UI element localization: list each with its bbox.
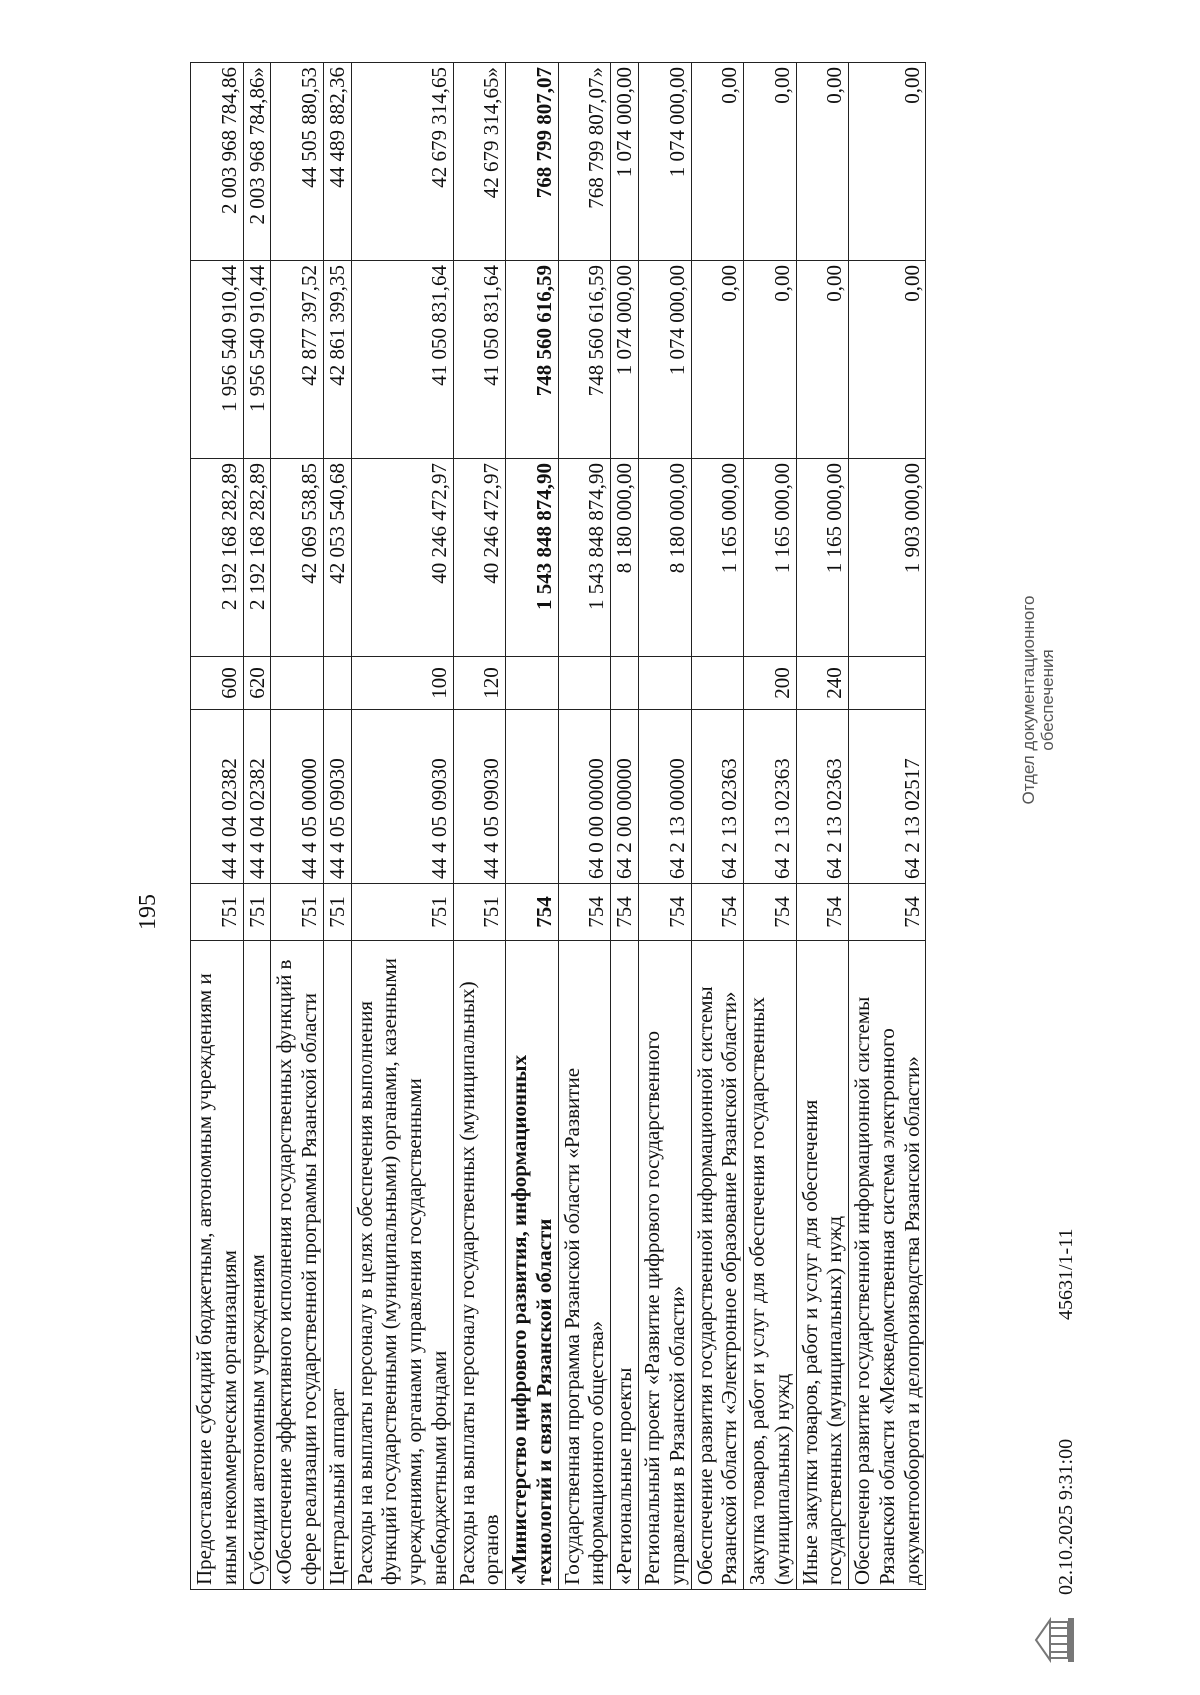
stamp-line-2: обеспечения	[1037, 649, 1057, 751]
table-row	[639, 63, 692, 1590]
row-grbs: 754	[506, 884, 559, 941]
row-target-article: 44 4 05 00000	[271, 710, 324, 884]
row-sum-year-3: 2 003 968 784,86»	[243, 63, 271, 261]
row-sum-year-2: 0,00	[849, 261, 926, 459]
row-target-article: 64 2 13 00000	[639, 710, 692, 884]
row-sum-year-3: 768 799 807,07	[506, 63, 559, 261]
stamp-line-1: Отдел документационного	[1019, 595, 1038, 805]
row-expense-type	[323, 657, 351, 710]
row-sum-year-2: 0,00	[744, 261, 797, 459]
row-sum-year-3: 42 679 314,65»	[453, 63, 506, 261]
row-sum-year-1: 2 192 168 282,89	[191, 459, 244, 657]
row-sum-year-1: 2 192 168 282,89	[243, 459, 271, 657]
row-sum-year-2: 42 861 399,35	[323, 261, 351, 459]
row-grbs: 751	[243, 884, 271, 941]
row-expense-type: 620	[243, 657, 271, 710]
row-grbs: 754	[558, 884, 611, 941]
row-expense-type	[639, 657, 692, 710]
table-row	[796, 63, 849, 1590]
row-sum-year-1: 1 543 848 874,90	[558, 459, 611, 657]
row-sum-year-3: 1 074 000,00	[611, 63, 639, 261]
row-target-article: 64 0 00 00000	[558, 710, 611, 884]
row-sum-year-2: 41 050 831,64	[453, 261, 506, 459]
row-name: «Региональные проекты	[611, 941, 639, 1590]
row-sum-year-3: 2 003 968 784,86	[191, 63, 244, 261]
budget-table-body	[191, 63, 926, 1590]
row-grbs: 751	[271, 884, 324, 941]
row-name: «Обеспечение эффективного исполнения государственных функций в сфере реализации государственной программы Рязанской области	[271, 941, 324, 1590]
row-sum-year-1: 1 165 000,00	[796, 459, 849, 657]
table-row	[453, 63, 506, 1590]
page-number: 195	[135, 894, 161, 930]
row-sum-year-1: 1 543 848 874,90	[506, 459, 559, 657]
footer-doc-id: 45631/1-11	[1055, 1228, 1077, 1320]
row-target-article: 64 2 13 02363	[691, 710, 744, 884]
row-grbs: 751	[453, 884, 506, 941]
table-row	[849, 63, 926, 1590]
row-target-article: 44 4 04 02382	[191, 710, 244, 884]
row-sum-year-1: 8 180 000,00	[639, 459, 692, 657]
row-sum-year-3: 44 489 882,36	[323, 63, 351, 261]
row-sum-year-3: 768 799 807,07»	[558, 63, 611, 261]
row-target-article: 64 2 13 02517	[849, 710, 926, 884]
row-grbs: 754	[796, 884, 849, 941]
row-sum-year-3: 42 679 314,65	[351, 63, 453, 261]
row-name: Субсидии автономным учреждениям	[243, 941, 271, 1590]
row-sum-year-2: 1 074 000,00	[639, 261, 692, 459]
row-sum-year-1: 1 165 000,00	[744, 459, 797, 657]
row-target-article: 44 4 04 02382	[243, 710, 271, 884]
row-sum-year-3: 0,00	[849, 63, 926, 261]
row-sum-year-2: 1 956 540 910,44	[243, 261, 271, 459]
row-grbs: 751	[191, 884, 244, 941]
row-name: Расходы на выплаты персоналу государственных (муниципальных) органов	[453, 941, 506, 1590]
row-expense-type: 200	[744, 657, 797, 710]
row-sum-year-3: 44 505 880,53	[271, 63, 324, 261]
table-row	[351, 63, 453, 1590]
row-sum-year-1: 40 246 472,97	[351, 459, 453, 657]
row-expense-type: 600	[191, 657, 244, 710]
row-sum-year-1: 42 069 538,85	[271, 459, 324, 657]
row-expense-type	[271, 657, 324, 710]
row-expense-type: 240	[796, 657, 849, 710]
table-row	[323, 63, 351, 1590]
row-name: Предоставление субсидий бюджетным, автономным учреждениям и иным некоммерческим организациям	[191, 941, 244, 1590]
row-sum-year-2: 1 074 000,00	[611, 261, 639, 459]
row-target-article: 64 2 13 02363	[744, 710, 797, 884]
row-name: Обеспечение развития государственной информационной системы Рязанской области «Электронное образование Рязанской области»	[691, 941, 744, 1590]
row-sum-year-1: 1 165 000,00	[691, 459, 744, 657]
row-sum-year-2: 0,00	[796, 261, 849, 459]
row-name: Иные закупки товаров, работ и услуг для обеспечения государственных (муниципальных) нужд	[796, 941, 849, 1590]
row-expense-type	[849, 657, 926, 710]
table-row	[558, 63, 611, 1590]
row-expense-type	[611, 657, 639, 710]
row-name: Региональный проект «Развитие цифрового государственного управления в Рязанской области»	[639, 941, 692, 1590]
row-target-article	[506, 710, 559, 884]
row-expense-type	[506, 657, 559, 710]
row-sum-year-2: 1 956 540 910,44	[191, 261, 244, 459]
table-row	[243, 63, 271, 1590]
row-sum-year-3: 1 074 000,00	[639, 63, 692, 261]
table-row	[506, 63, 559, 1590]
table-row	[271, 63, 324, 1590]
row-name: Обеспечено развитие государственной информационной системы Рязанской области «Межведомственная система электронного документооборота и делопроизводства Рязанской области»	[849, 941, 926, 1590]
row-grbs: 751	[323, 884, 351, 941]
row-target-article: 64 2 00 00000	[611, 710, 639, 884]
row-expense-type: 120	[453, 657, 506, 710]
row-sum-year-2: 41 050 831,64	[351, 261, 453, 459]
row-expense-type	[558, 657, 611, 710]
row-grbs: 754	[611, 884, 639, 941]
row-grbs: 754	[744, 884, 797, 941]
row-name: Государственная программа Рязанской области «Развитие информационного общества»	[558, 941, 611, 1590]
row-target-article: 44 4 05 09030	[323, 710, 351, 884]
row-sum-year-3: 0,00	[691, 63, 744, 261]
row-grbs: 751	[351, 884, 453, 941]
row-name: Центральный аппарат	[323, 941, 351, 1590]
table-row	[744, 63, 797, 1590]
row-sum-year-1: 40 246 472,97	[453, 459, 506, 657]
row-grbs: 754	[691, 884, 744, 941]
row-sum-year-1: 1 903 000,00	[849, 459, 926, 657]
budget-table	[190, 62, 926, 1590]
row-name: Расходы на выплаты персоналу в целях обеспечения выполнения функций государственными (муниципальными) органами, казенными учреждениями, органами управления государственными внебюджетными фондами	[351, 941, 453, 1590]
row-grbs: 754	[849, 884, 926, 941]
row-expense-type: 100	[351, 657, 453, 710]
row-sum-year-1: 8 180 000,00	[611, 459, 639, 657]
row-sum-year-2: 748 560 616,59	[558, 261, 611, 459]
row-sum-year-3: 0,00	[744, 63, 797, 261]
row-name: «Министерство цифрового развития, информационных технологий и связи Рязанской области	[506, 941, 559, 1590]
table-row	[691, 63, 744, 1590]
row-sum-year-1: 42 053 540,68	[323, 459, 351, 657]
footer-datetime: 02.10.2025 9:31:00	[1055, 1438, 1077, 1595]
department-stamp	[1020, 585, 1057, 815]
rotated-sheet	[95, 60, 1105, 1650]
row-name: Закупка товаров, работ и услуг для обеспечения государственных (муниципальных) нужд	[744, 941, 797, 1590]
row-sum-year-3: 0,00	[796, 63, 849, 261]
row-target-article: 44 4 05 09030	[351, 710, 453, 884]
row-expense-type	[691, 657, 744, 710]
emblem-icon	[1030, 1610, 1080, 1670]
row-sum-year-2: 42 877 397,52	[271, 261, 324, 459]
table-row	[191, 63, 244, 1590]
row-grbs: 754	[639, 884, 692, 941]
row-target-article: 64 2 13 02363	[796, 710, 849, 884]
row-sum-year-2: 0,00	[691, 261, 744, 459]
row-target-article: 44 4 05 09030	[453, 710, 506, 884]
table-row	[611, 63, 639, 1590]
row-sum-year-2: 748 560 616,59	[506, 261, 559, 459]
